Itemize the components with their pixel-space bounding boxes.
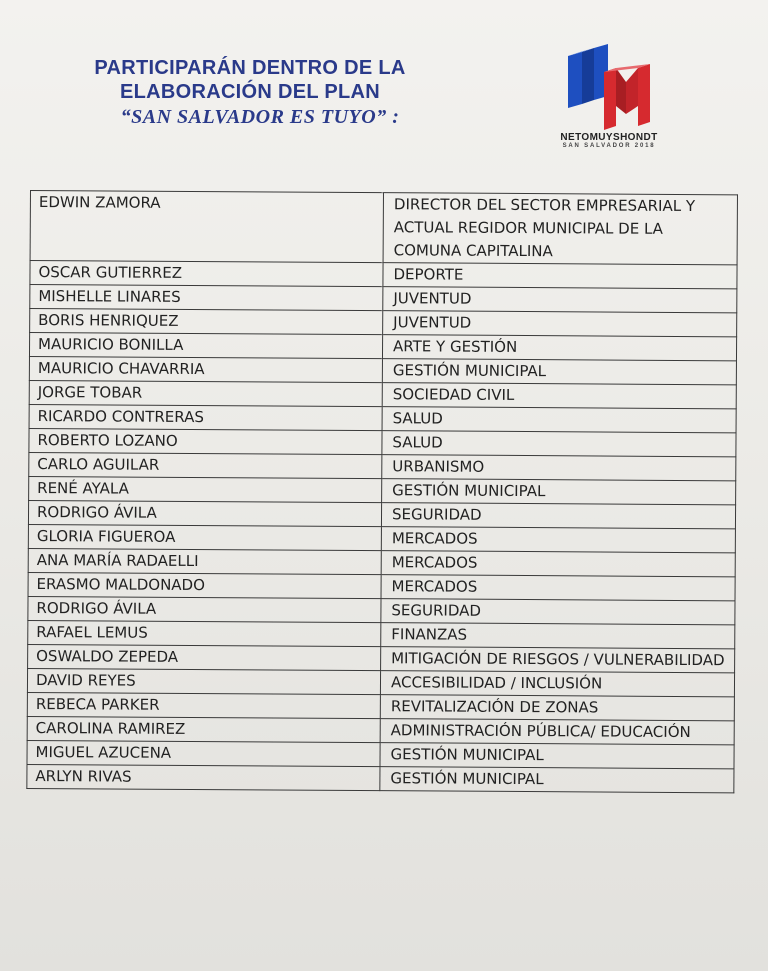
table-row (28, 596, 735, 624)
participant-name: OSWALDO ZEPEDA (28, 644, 381, 670)
participant-name: MISHELLE LINARES (30, 285, 383, 311)
logo-subtitle: SAN SALVADOR 2018 (562, 143, 656, 149)
table-row (29, 428, 736, 456)
participant-name: MAURICIO CHAVARRIA (29, 356, 382, 382)
participant-area: ADMINISTRACIÓN PÚBLICA/ EDUCACIÓN (380, 719, 734, 745)
participant-area: MITIGACIÓN DE RIESGOS / VULNERABILIDAD (381, 647, 735, 673)
document-heading (40, 56, 460, 130)
table-row (28, 620, 735, 648)
participant-name: MAURICIO BONILLA (29, 333, 382, 359)
participant-area: GESTIÓN MUNICIPAL (380, 743, 734, 769)
participant-name: OSCAR GUTIERREZ (30, 261, 383, 287)
participant-area: MERCADOS (381, 551, 735, 577)
participant-name: RICARDO CONTRERAS (29, 404, 382, 430)
participant-area: JUVENTUD (383, 311, 737, 337)
participant-name: BORIS HENRIQUEZ (30, 309, 383, 335)
table-row (30, 309, 737, 337)
participant-area: FINANZAS (381, 623, 735, 649)
participant-name: ERASMO MALDONADO (28, 572, 381, 598)
participant-area: MERCADOS (381, 527, 735, 553)
participant-name: ANA MARÍA RADAELLI (28, 548, 381, 574)
table-row (30, 261, 737, 289)
nm-logo-mark (564, 34, 654, 130)
participant-area: SEGURIDAD (381, 503, 735, 529)
participant-name: DAVID REYES (27, 668, 380, 694)
participant-area: URBANISMO (382, 455, 736, 481)
logo-brand-text: NETOMUYSHONDT (560, 132, 658, 143)
table-row (28, 644, 735, 672)
table-row (29, 356, 736, 384)
participant-name: ROBERTO LOZANO (29, 428, 382, 454)
participants-table (26, 190, 738, 793)
participant-area: DEPORTE (383, 263, 737, 289)
table-row (30, 285, 737, 313)
table-row (27, 764, 734, 792)
table-row (28, 572, 735, 600)
participant-area: MERCADOS (381, 575, 735, 601)
participant-name: RENÉ AYALA (29, 476, 382, 502)
table-row (30, 191, 737, 265)
participant-area: GESTIÓN MUNICIPAL (382, 479, 736, 505)
plan-name: “SAN SALVADOR ES TUYO” : (120, 106, 400, 128)
table-row (28, 524, 735, 552)
heading-line-2: ELABORACIÓN DEL PLAN (119, 81, 381, 103)
table-row (29, 452, 736, 480)
participant-name: GLORIA FIGUEROA (28, 524, 381, 550)
table-row (27, 668, 734, 696)
table-row (29, 333, 736, 361)
table-row (27, 692, 734, 720)
participant-area: JUVENTUD (383, 287, 737, 313)
participant-area: SEGURIDAD (381, 599, 735, 625)
participant-area: ARTE Y GESTIÓN (382, 335, 736, 361)
participant-area: REVITALIZACIÓN DE ZONAS (380, 695, 734, 721)
participant-name: REBECA PARKER (27, 692, 380, 718)
participant-name: MIGUEL AZUCENA (27, 740, 380, 766)
heading-line-1: PARTICIPARÁN DENTRO DE LA (94, 57, 406, 79)
participant-area: SOCIEDAD CIVIL (382, 383, 736, 409)
table-row (28, 548, 735, 576)
participant-name: RAFAEL LEMUS (28, 620, 381, 646)
table-row (28, 500, 735, 528)
table-row (27, 716, 734, 744)
table-row (27, 740, 734, 768)
participant-name: JORGE TOBAR (29, 380, 382, 406)
participant-name: CAROLINA RAMIREZ (27, 716, 380, 742)
nm-logo (548, 34, 670, 149)
table-row (29, 380, 736, 408)
participant-area: DIRECTOR DEL SECTOR EMPRESARIAL Y ACTUAL REGIDOR MUNICIPAL DE LA COMUNA CAPITALINA (383, 193, 737, 265)
participant-area: GESTIÓN MUNICIPAL (382, 359, 736, 385)
participant-name: EDWIN ZAMORA (30, 191, 383, 263)
table-row (29, 404, 736, 432)
participant-area: SALUD (382, 407, 736, 433)
participant-name: RODRIGO ÁVILA (28, 596, 381, 622)
participant-area: ACCESIBILIDAD / INCLUSIÓN (380, 671, 734, 697)
participant-name: CARLO AGUILAR (29, 452, 382, 478)
participant-name: ARLYN RIVAS (27, 764, 380, 790)
participant-area: SALUD (382, 431, 736, 457)
participant-area: GESTIÓN MUNICIPAL (380, 767, 734, 793)
participant-name: RODRIGO ÁVILA (28, 500, 381, 526)
